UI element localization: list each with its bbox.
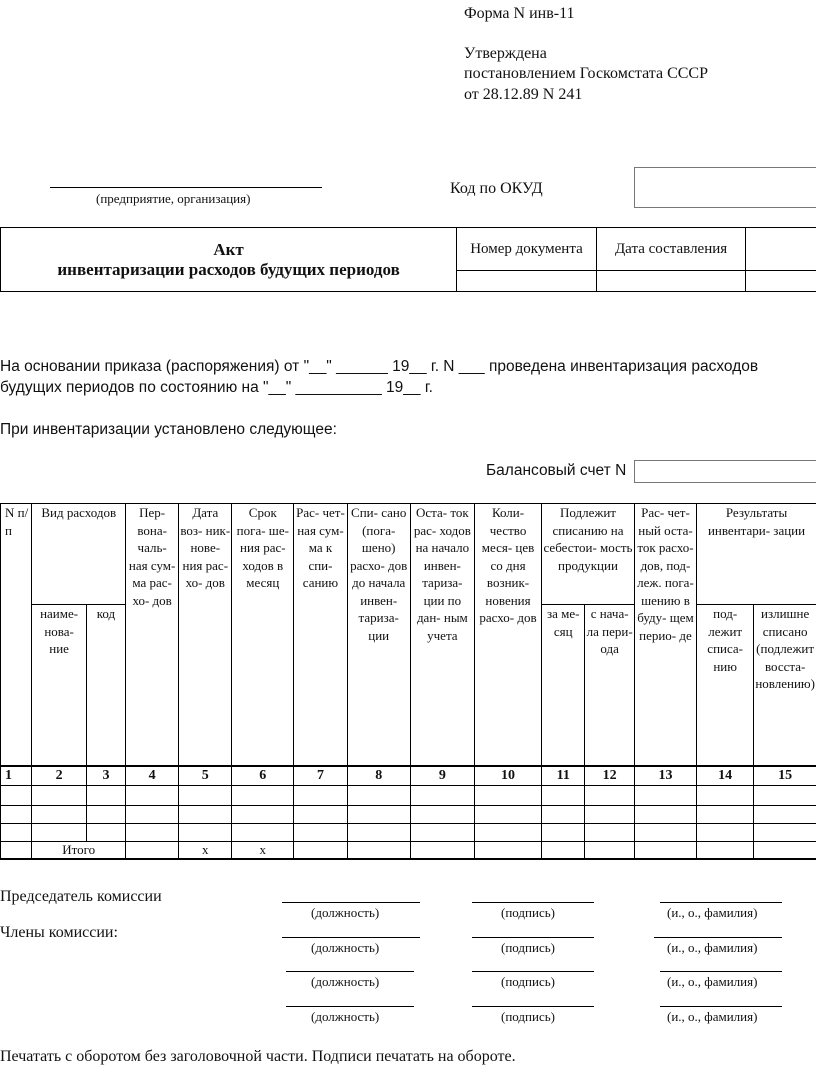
col-number-2: 2: [32, 766, 86, 786]
col-number-13: 13: [634, 766, 696, 786]
col-term-header: Срок пога- ше-ния рас- ходов в месяц: [232, 504, 294, 767]
table-cell[interactable]: [86, 824, 125, 842]
signature-caption: (подпись): [501, 940, 555, 955]
signature-line[interactable]: [472, 1006, 594, 1007]
name-caption: (и., о., фамилия): [667, 1009, 758, 1024]
table-cell[interactable]: [126, 842, 179, 860]
table-cell[interactable]: [410, 806, 474, 824]
col-balance-header: Оста- ток рас- ходов на начало инвен- тариза- ции по дан- ным учета: [410, 504, 474, 767]
table-cell[interactable]: [697, 824, 754, 842]
signature-line[interactable]: [286, 971, 414, 972]
col-number-8: 8: [347, 766, 410, 786]
organization-caption: (предприятие, организация): [96, 191, 251, 206]
signature-caption: (подпись): [501, 1009, 555, 1024]
okud-code-box[interactable]: [634, 167, 816, 208]
table-cell[interactable]: [410, 786, 474, 806]
table-cell[interactable]: [585, 824, 634, 842]
col-calc-header: Рас- чет- ная сум- ма к спи- санию: [294, 504, 347, 767]
total-term-x: x: [232, 842, 294, 860]
doc-date-value[interactable]: [596, 271, 746, 292]
okud-label: Код по ОКУД: [450, 180, 543, 197]
table-cell[interactable]: [585, 786, 634, 806]
col-to-write-header: под- лежит списа- нию: [697, 605, 754, 767]
table-cell[interactable]: [542, 842, 585, 860]
act-extra-cell: [746, 228, 816, 271]
table-cell[interactable]: [410, 842, 474, 860]
col-kind-header: Вид расходов: [32, 504, 126, 605]
basis-line-1: На основании приказа (распоряжения) от "__" ______ 19__ г. N ___ проведена инвентаризация расходов: [0, 358, 759, 375]
inventory-table: [0, 503, 816, 860]
col-number-9: 9: [410, 766, 474, 786]
signature-line[interactable]: [660, 971, 782, 972]
col-excess-header: излишне списано (подлежит восста- новлению): [754, 605, 816, 767]
table-cell[interactable]: [232, 786, 294, 806]
table-cell[interactable]: [179, 786, 232, 806]
table-cell[interactable]: [294, 806, 347, 824]
signature-line[interactable]: [660, 902, 782, 903]
col-number-5: 5: [179, 766, 232, 786]
table-cell[interactable]: [1, 842, 32, 860]
table-cell[interactable]: [410, 824, 474, 842]
doc-number-header: Номер документа: [457, 228, 597, 271]
table-cell[interactable]: [126, 824, 179, 842]
col-number-14: 14: [697, 766, 754, 786]
table-cell[interactable]: [697, 806, 754, 824]
signature-line[interactable]: [660, 1006, 782, 1007]
col-number-11: 11: [542, 766, 585, 786]
table-cell[interactable]: [347, 806, 410, 824]
col-num-header: N п/ п: [1, 504, 32, 767]
table-cell[interactable]: [697, 786, 754, 806]
signature-line[interactable]: [282, 902, 420, 903]
table-cell[interactable]: [1, 824, 32, 842]
signature-line[interactable]: [654, 937, 782, 938]
table-cell[interactable]: [232, 824, 294, 842]
basis-line-2: будущих периодов по состоянию на "__" __________ 19__ г.: [0, 379, 433, 396]
table-cell[interactable]: [634, 842, 696, 860]
signature-line[interactable]: [472, 937, 594, 938]
col-initial-header: Пер- вона- чаль- ная сум- ма рас- хо- дов: [126, 504, 179, 767]
signature-line[interactable]: [472, 971, 594, 972]
col-number-4: 4: [126, 766, 179, 786]
table-cell[interactable]: [1, 806, 32, 824]
col-months-header: Коли- чество меся- цев со дня возник- новения расхо- дов: [474, 504, 541, 767]
doc-number-value[interactable]: [457, 271, 597, 292]
table-cell[interactable]: [347, 824, 410, 842]
table-cell[interactable]: [179, 806, 232, 824]
signature-line[interactable]: [472, 902, 594, 903]
table-cell[interactable]: [542, 806, 585, 824]
approved-label: Утверждена: [464, 45, 547, 62]
act-title-line-1: Акт: [213, 239, 244, 259]
table-cell[interactable]: [32, 806, 86, 824]
col-number-10: 10: [474, 766, 541, 786]
col-name-header: наиме- нова- ние: [32, 605, 86, 767]
col-month-header: за ме- сяц: [542, 605, 585, 767]
col-code-header: код: [86, 605, 125, 767]
table-cell[interactable]: [294, 842, 347, 860]
table-cell[interactable]: [754, 824, 816, 842]
table-cell[interactable]: [697, 842, 754, 860]
table-cell[interactable]: [585, 806, 634, 824]
approved-by: постановлением Госкомстата СССР: [464, 65, 708, 82]
table-cell[interactable]: [542, 824, 585, 842]
col-number-7: 7: [294, 766, 347, 786]
position-caption: (должность): [311, 905, 380, 920]
col-number-3: 3: [86, 766, 125, 786]
act-extra-value: [746, 271, 816, 292]
name-caption: (и., о., фамилия): [667, 905, 758, 920]
table-cell[interactable]: [1, 786, 32, 806]
act-title-line-2: инвентаризации расходов будущих периодов: [57, 259, 400, 279]
doc-date-header: Дата составления: [596, 228, 746, 271]
col-number-12: 12: [585, 766, 634, 786]
total-label: Итого: [32, 842, 126, 860]
act-title: [1, 228, 457, 292]
col-results-header: Результаты инвентари- зации: [697, 504, 816, 605]
table-row: [1, 786, 816, 806]
table-cell[interactable]: [474, 824, 541, 842]
table-cell[interactable]: [474, 786, 541, 806]
act-header-table: [0, 227, 816, 292]
table-cell[interactable]: [474, 806, 541, 824]
chairman-label: Председатель комиссии: [0, 888, 162, 905]
account-label: Балансовый счет N: [486, 462, 627, 479]
table-cell[interactable]: [754, 786, 816, 806]
table-cell[interactable]: [542, 786, 585, 806]
members-label: Члены комиссии:: [0, 924, 118, 941]
signature-caption: (подпись): [501, 974, 555, 989]
position-caption: (должность): [311, 1009, 380, 1024]
table-cell[interactable]: [585, 842, 634, 860]
col-number-1: 1: [1, 766, 32, 786]
table-cell[interactable]: [294, 824, 347, 842]
signature-line[interactable]: [286, 1006, 414, 1007]
col-number-15: 15: [754, 766, 816, 786]
approved-date: от 28.12.89 N 241: [464, 86, 583, 103]
signature-line[interactable]: [282, 937, 420, 938]
position-caption: (должность): [311, 974, 380, 989]
table-row: [1, 806, 816, 824]
name-caption: (и., о., фамилия): [667, 940, 758, 955]
col-from-start-header: с нача- ла пери- ода: [585, 605, 634, 767]
signature-caption: (подпись): [501, 905, 555, 920]
table-cell[interactable]: [86, 786, 125, 806]
table-cell[interactable]: [347, 842, 410, 860]
organization-line[interactable]: [50, 187, 322, 188]
col-writeoff-header: Подлежит списанию на себестои- мость продукции: [542, 504, 635, 605]
form-number: Форма N инв-11: [464, 5, 575, 22]
table-cell[interactable]: [634, 786, 696, 806]
position-caption: (должность): [311, 940, 380, 955]
total-row: [1, 842, 816, 860]
account-number-box[interactable]: [634, 460, 816, 483]
col-date-header: Дата воз- ник- нове- ния рас- хо- дов: [179, 504, 232, 767]
table-cell[interactable]: [126, 806, 179, 824]
table-cell[interactable]: [474, 842, 541, 860]
table-row: [1, 824, 816, 842]
col-number-6: 6: [232, 766, 294, 786]
name-caption: (и., о., фамилия): [667, 974, 758, 989]
table-cell[interactable]: [179, 824, 232, 842]
table-cell[interactable]: [634, 806, 696, 824]
table-cell[interactable]: [294, 786, 347, 806]
footer-note: Печатать с оборотом без заголовочной части. Подписи печатать на обороте.: [0, 1048, 516, 1065]
col-calc-rest-header: Рас- чет- ный оста- ток расхо- дов, под- леж. пога- шению в буду- щем перио- де: [634, 504, 696, 767]
table-cell[interactable]: [126, 786, 179, 806]
table-cell[interactable]: [754, 806, 816, 824]
table-cell[interactable]: [634, 824, 696, 842]
established-text: При инвентаризации установлено следующее:: [0, 421, 337, 438]
table-cell[interactable]: [32, 824, 86, 842]
table-cell[interactable]: [32, 786, 86, 806]
table-cell[interactable]: [86, 806, 125, 824]
table-cell[interactable]: [232, 806, 294, 824]
table-cell[interactable]: [754, 842, 816, 860]
col-written-header: Спи- сано (пога- шено) расхо- дов до начала инвен- тариза- ции: [347, 504, 410, 767]
total-date-x: x: [179, 842, 232, 860]
table-cell[interactable]: [347, 786, 410, 806]
